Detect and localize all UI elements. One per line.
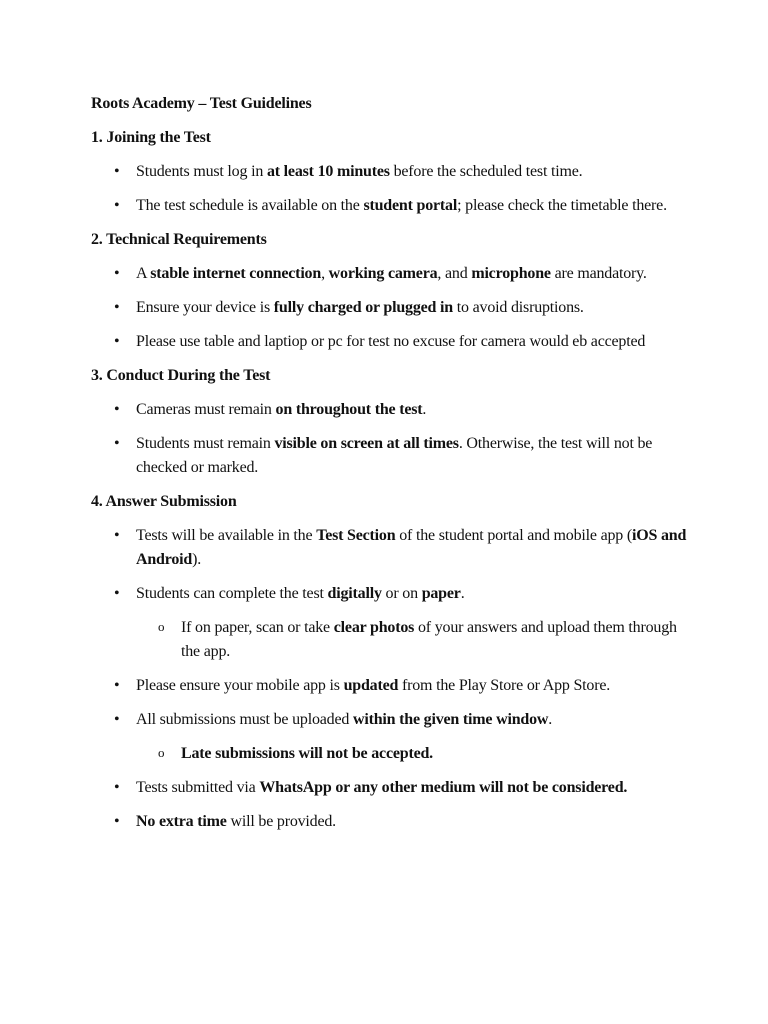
bold-text: WhatsApp or any other medium will not be considered. <box>259 779 628 796</box>
text-run: will be provided. <box>226 813 336 830</box>
bold-text: stable internet connection <box>150 265 322 282</box>
bold-text: Late submissions will not be accepted. <box>181 745 433 762</box>
section-heading: 2. Technical Requirements <box>91 231 267 248</box>
text-run: are mandatory. <box>550 265 647 282</box>
list-item <box>91 296 691 320</box>
bold-text: digitally <box>327 585 382 602</box>
document-body <box>91 92 691 844</box>
bold-text: within the given time window <box>352 711 549 728</box>
text-run: . Otherwise, the test will not be checked or marked. <box>136 435 653 476</box>
text-run: from the Play Store or App Store. <box>398 677 611 694</box>
bold-text: clear photos <box>333 619 415 636</box>
bullet-list <box>91 398 691 480</box>
bold-text: at least 10 minutes <box>266 163 390 180</box>
list-item <box>91 330 691 354</box>
text-run: . <box>548 711 553 728</box>
text-run: Students must remain <box>136 435 275 452</box>
bold-text: paper <box>421 585 461 602</box>
bold-text: visible on screen at all times <box>274 435 459 452</box>
sub-list-item <box>136 742 691 766</box>
sub-list <box>136 742 691 766</box>
list-item <box>91 432 691 480</box>
text-run: Please use table and laptiop or pc for test no excuse for camera would eb accepted <box>136 333 646 350</box>
text-run: or on <box>381 585 422 602</box>
list-item <box>91 708 691 766</box>
list-item <box>91 160 691 184</box>
list-item <box>91 810 691 834</box>
section-heading: 3. Conduct During the Test <box>91 367 271 384</box>
bullet-list <box>91 160 691 218</box>
text-run: If on paper, scan or take <box>181 619 334 636</box>
text-run: Please ensure your mobile app is <box>136 677 344 694</box>
text-run: , <box>321 265 329 282</box>
text-run: Tests will be available in the <box>136 527 317 544</box>
bullet-list <box>91 524 691 834</box>
list-item <box>91 582 691 664</box>
bold-text: student portal <box>363 197 458 214</box>
bold-text: iOS and Android <box>136 527 687 568</box>
document-title: Roots Academy – Test Guidelines <box>91 95 312 112</box>
list-item <box>91 776 691 800</box>
list-item <box>91 674 691 698</box>
bold-text: on throughout the test <box>275 401 423 418</box>
text-run: ; please check the timetable there. <box>457 197 667 214</box>
text-run: A <box>136 265 151 282</box>
text-run: . <box>422 401 427 418</box>
text-run: The test schedule is available on the <box>136 197 364 214</box>
text-run: Ensure your device is <box>136 299 274 316</box>
list-item <box>91 524 691 572</box>
text-run: All submissions must be uploaded <box>136 711 353 728</box>
sub-list-item <box>136 616 691 664</box>
text-run: Students can complete the test <box>136 585 328 602</box>
bold-text: fully charged or plugged in <box>273 299 453 316</box>
bold-text: updated <box>343 677 399 694</box>
bold-text: Test Section <box>316 527 396 544</box>
list-item <box>91 262 691 286</box>
section-heading: 1. Joining the Test <box>91 129 211 146</box>
text-run: before the scheduled test time. <box>389 163 583 180</box>
text-run: Cameras must remain <box>136 401 276 418</box>
bullet-list <box>91 262 691 354</box>
text-run: . <box>460 585 465 602</box>
text-run: of your answers and upload them through the app. <box>181 619 677 660</box>
text-run: of the student portal and mobile app ( <box>395 527 633 544</box>
section-heading: 4. Answer Submission <box>91 493 237 510</box>
text-run: Students must log in <box>136 163 267 180</box>
list-item <box>91 398 691 422</box>
sub-list <box>136 616 691 664</box>
text-run: Tests submitted via <box>136 779 260 796</box>
text-run: , and <box>437 265 472 282</box>
bold-text: No extra time <box>136 813 227 830</box>
bold-text: working camera <box>328 265 438 282</box>
list-item <box>91 194 691 218</box>
sections-container <box>91 126 691 834</box>
text-run: ). <box>192 551 202 568</box>
text-run: to avoid disruptions. <box>453 299 584 316</box>
bold-text: microphone <box>471 265 551 282</box>
